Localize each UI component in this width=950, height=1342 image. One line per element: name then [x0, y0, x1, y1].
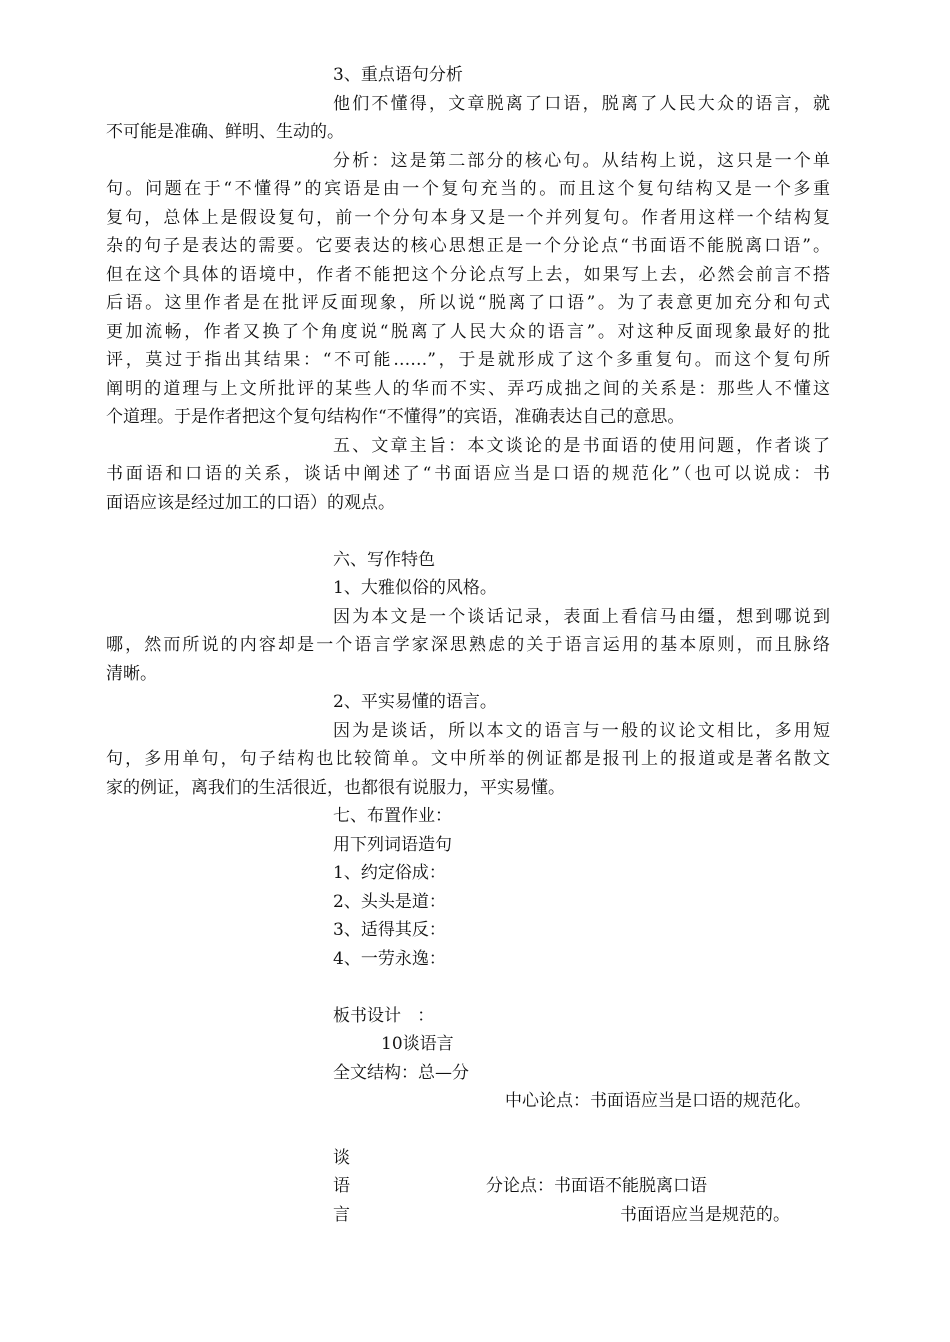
analysis-line: 后语。这里作者是在批评反面现象，所以说“脱离了口语”。为了表意更加充分和句式 — [106, 293, 830, 313]
section-heading-homework: 七、布置作业： — [333, 806, 452, 826]
vertical-title-char: 语 — [333, 1176, 350, 1196]
lesson-title: 10谈语言 — [381, 1034, 454, 1054]
vertical-title-char: 谈 — [333, 1148, 350, 1168]
analysis-line: 杂的句子是表达的需要。它要表达的核心思想正是一个分论点“书面语不能脱离口语”。 — [106, 236, 830, 256]
analysis-line: 句。问题在于“不懂得”的宾语是由一个复句充当的。而且这个复句结构又是一个多重 — [106, 179, 830, 199]
analysis-line: 评，莫过于指出其结果：“不可能……”，于是就形成了这个多重复句。而这个复句所 — [106, 350, 830, 370]
feature-title: 1、大雅似俗的风格。 — [333, 578, 497, 598]
homework-instruction: 用下列词语造句 — [333, 835, 452, 855]
vertical-title-char: 言 — [333, 1205, 350, 1225]
theme-line: 书面语和口语的关系，谈话中阐述了“书面语应当是口语的规范化”（也可以说成：书 — [106, 464, 830, 484]
homework-item: 4、一劳永逸： — [333, 949, 446, 969]
analysis-line: 但在这个具体的语境中，作者不能把这个分论点写上去，如果写上去，必然会前言不搭 — [106, 265, 830, 285]
quote-line: 他们不懂得，文章脱离了口语，脱离了人民大众的语言，就 — [333, 94, 830, 114]
feature-title: 2、平实易懂的语言。 — [333, 692, 497, 712]
theme-line: 五、文章主旨：本文谈论的是书面语的使用问题，作者谈了 — [333, 436, 830, 456]
analysis-line: 阐明的道理与上文所批评的某些人的华而不实、弄巧成拙之间的关系是：那些人不懂这 — [106, 379, 830, 399]
feature-text-line: 句，多用单句，句子结构也比较简单。文中所举的例证都是报刊上的报道或是著名散文 — [106, 749, 830, 769]
analysis-line: 复句，总体上是假设复句，前一个分句本身又是一个并列复句。作者用这样一个结构复 — [106, 208, 830, 228]
analysis-line: 更加流畅，作者又换了个角度说“脱离了人民大众的语言”。对这种反面现象最好的批 — [106, 322, 830, 342]
homework-item: 2、头头是道： — [333, 892, 446, 912]
feature-text-line: 哪，然而所说的内容却是一个语言学家深思熟虑的关于语言运用的基本原则，而且脉络 — [106, 635, 830, 655]
section-heading-writing-features: 六、写作特色 — [333, 550, 435, 570]
analysis-line: 个道理。于是作者把这个复句结构作“不懂得”的宾语，准确表达自己的意思。 — [106, 407, 685, 427]
theme-line: 面语应该是经过加工的口语）的观点。 — [106, 493, 395, 513]
central-point: 中心论点：书面语应当是口语的规范化。 — [505, 1091, 811, 1111]
homework-item: 1、约定俗成： — [333, 863, 446, 883]
feature-text-line: 因为是谈话，所以本文的语言与一般的议论文相比，多用短 — [333, 721, 830, 741]
sub-point: 分论点：书面语不能脱离口语 — [486, 1176, 707, 1196]
feature-text-line: 清晰。 — [106, 664, 157, 684]
section-heading-key-sentence: 3、重点语句分析 — [333, 65, 463, 85]
homework-item: 3、适得其反： — [333, 920, 446, 940]
feature-text-line: 因为本文是一个谈话记录，表面上看信马由缰，想到哪说到 — [333, 607, 830, 627]
structure-line: 全文结构：总—分 — [333, 1063, 469, 1083]
board-design-heading: 板书设计 ： — [333, 1006, 435, 1026]
quote-line: 不可能是准确、鲜明、生动的。 — [106, 122, 344, 142]
sub-point-detail: 书面语应当是规范的。 — [620, 1205, 790, 1225]
feature-text-line: 家的例证，离我们的生活很近，也都很有说服力，平实易懂。 — [106, 778, 565, 798]
analysis-line: 分析：这是第二部分的核心句。从结构上说，这只是一个单 — [333, 151, 830, 171]
